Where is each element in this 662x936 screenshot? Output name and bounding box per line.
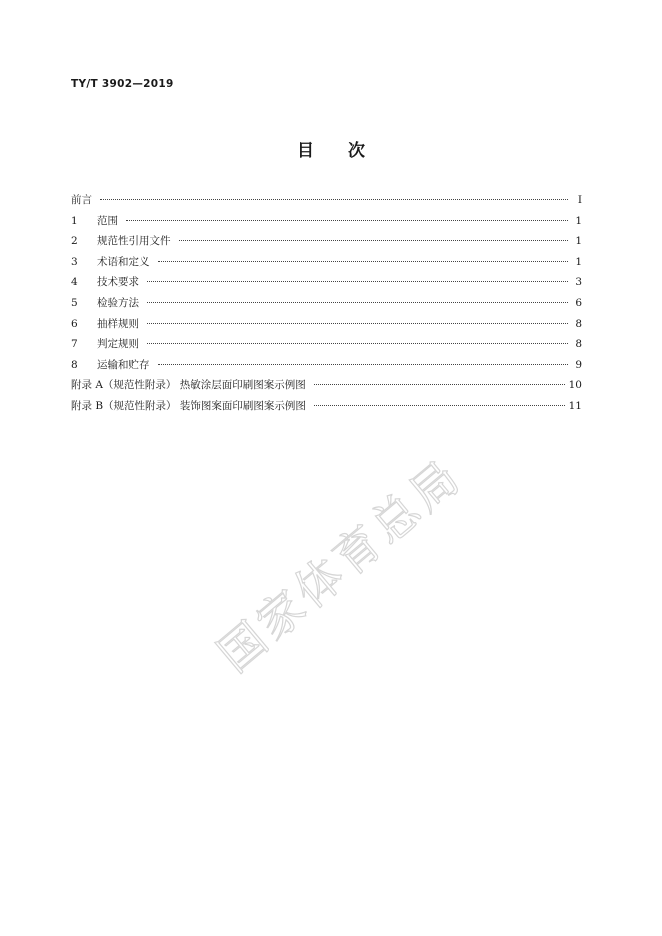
toc-page-number: 3: [575, 276, 582, 289]
toc-entry-normative-references[interactable]: [71, 231, 582, 252]
toc-entry-label: 检验方法: [97, 296, 139, 309]
document-code: TY/T 3902—2019: [71, 78, 174, 90]
toc-entry-label: 范围: [97, 214, 118, 227]
toc-section-number: 6: [71, 317, 78, 330]
toc-entry-terms[interactable]: [71, 252, 582, 273]
toc-entry-label: 附录 B（规范性附录） 装饰图案面印刷图案示例图: [71, 399, 306, 412]
toc-entry-transport-storage[interactable]: [71, 355, 582, 376]
table-of-contents: [71, 190, 582, 417]
toc-entry-test-methods[interactable]: [71, 293, 582, 314]
toc-entry-sampling-rules[interactable]: [71, 314, 582, 335]
toc-entry-scope[interactable]: [71, 211, 582, 232]
toc-section-number: 3: [71, 255, 78, 268]
toc-dot-leader: [147, 302, 568, 303]
toc-entry-label: 前言: [71, 194, 92, 206]
toc-section-number: 5: [71, 296, 78, 309]
toc-section-number: 8: [71, 358, 78, 371]
toc-dot-leader: [179, 240, 569, 241]
toc-page-number: 8: [575, 317, 582, 330]
toc-page-number: I: [577, 194, 582, 206]
toc-entry-label: 运输和贮存: [97, 358, 150, 371]
toc-page-number: 8: [575, 338, 582, 351]
toc-page-number: 1: [575, 235, 582, 248]
toc-dot-leader: [147, 323, 568, 324]
page-title: 目次: [297, 141, 399, 161]
toc-entry-label: 技术要求: [97, 276, 139, 289]
toc-section-number: 4: [71, 276, 78, 289]
toc-dot-leader: [147, 281, 568, 282]
toc-page-number: 11: [568, 399, 582, 412]
toc-section-number: 7: [71, 338, 78, 351]
toc-page-number: 10: [568, 379, 582, 392]
toc-dot-leader: [126, 220, 568, 221]
toc-dot-leader: [314, 405, 565, 406]
toc-dot-leader: [147, 343, 568, 344]
toc-page-number: 9: [575, 358, 582, 371]
toc-section-number: 1: [71, 214, 78, 227]
toc-entry-label: 规范性引用文件: [97, 235, 171, 248]
toc-dot-leader: [158, 261, 569, 262]
toc-entry-judgment-rules[interactable]: [71, 334, 582, 355]
toc-entry-label: 抽样规则: [97, 317, 139, 330]
watermark: 国家体育总局: [207, 448, 473, 683]
toc-entry-label: 术语和定义: [97, 255, 150, 268]
toc-page-number: 6: [575, 296, 582, 309]
toc-entry-label: 附录 A（规范性附录） 热敏涂层面印刷图案示例图: [71, 379, 306, 392]
toc-dot-leader: [158, 364, 569, 365]
toc-dot-leader: [314, 384, 565, 385]
toc-entry-appendix-a[interactable]: [71, 375, 582, 396]
toc-entry-label: 判定规则: [97, 338, 139, 351]
toc-page-number: 1: [575, 255, 582, 268]
toc-section-number: 2: [71, 235, 78, 248]
toc-page-number: 1: [575, 214, 582, 227]
toc-entry-appendix-b[interactable]: [71, 396, 582, 417]
toc-entry-foreword[interactable]: [71, 190, 582, 211]
toc-entry-technical-requirements[interactable]: [71, 272, 582, 293]
toc-dot-leader: [100, 199, 568, 200]
